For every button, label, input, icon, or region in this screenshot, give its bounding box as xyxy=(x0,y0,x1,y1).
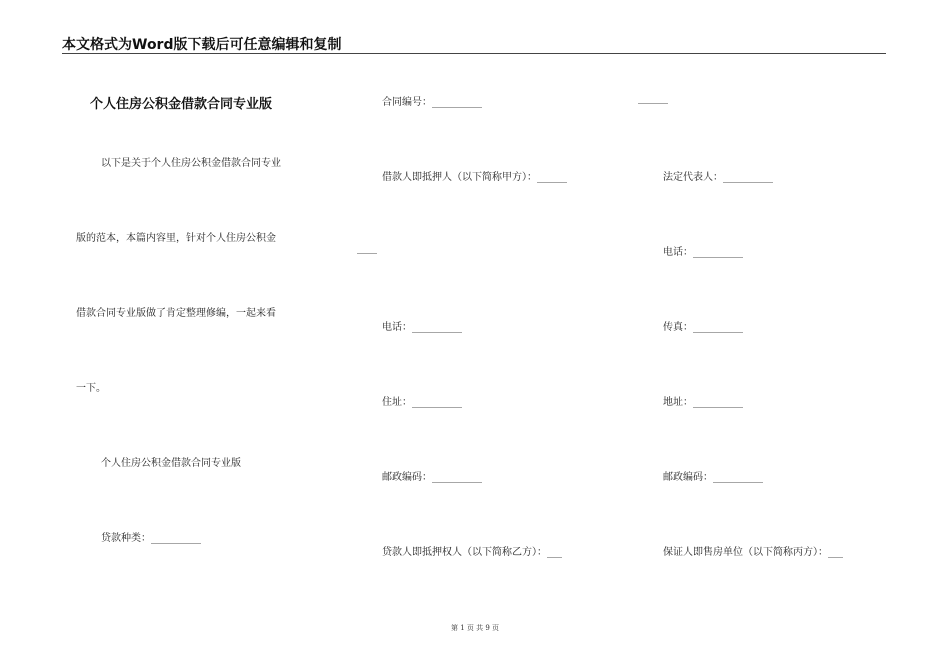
intro-line-1: 以下是关于个人住房公积金借款合同专业 xyxy=(101,158,281,169)
intro-line-4: 一下。 xyxy=(76,383,106,394)
document-header: 本文格式为Word版下载后可任意编辑和复制 xyxy=(62,37,342,53)
header-divider xyxy=(62,53,886,54)
fax-field: 传真：__________ xyxy=(663,322,743,333)
phone-field: 电话：__________ xyxy=(663,247,743,258)
legal-representative-field: 法定代表人：__________ xyxy=(663,172,773,183)
document-title: 个人住房公积金借款合同专业版 xyxy=(90,97,273,112)
section-title: 个人住房公积金借款合同专业版 xyxy=(101,458,241,469)
borrower-field-continued: ____ xyxy=(357,243,377,254)
borrower-phone-field: 电话：__________ xyxy=(382,322,462,333)
borrower-address-field: 住址：__________ xyxy=(382,397,462,408)
contract-number-continued: ______ xyxy=(638,93,668,104)
borrower-field: 借款人即抵押人（以下简称甲方）：______ xyxy=(382,172,567,183)
postcode-field: 邮政编码：__________ xyxy=(663,472,763,483)
address-field: 地址：__________ xyxy=(663,397,743,408)
guarantor-field: 保证人即售房单位（以下简称丙方）：___ xyxy=(663,547,843,558)
intro-line-3: 借款合同专业版做了肯定整理修编，一起来看 xyxy=(76,308,276,319)
loan-type-field: 贷款种类：__________ xyxy=(101,533,201,544)
lender-field: 贷款人即抵押权人（以下简称乙方）：___ xyxy=(382,547,562,558)
borrower-postcode-field: 邮政编码：__________ xyxy=(382,472,482,483)
contract-number-field: 合同编号：__________ xyxy=(382,97,482,108)
intro-line-2: 版的范本，本篇内容里，针对个人住房公积金 xyxy=(76,233,276,244)
page-number: 第 1 页 共 9 页 xyxy=(450,624,500,632)
